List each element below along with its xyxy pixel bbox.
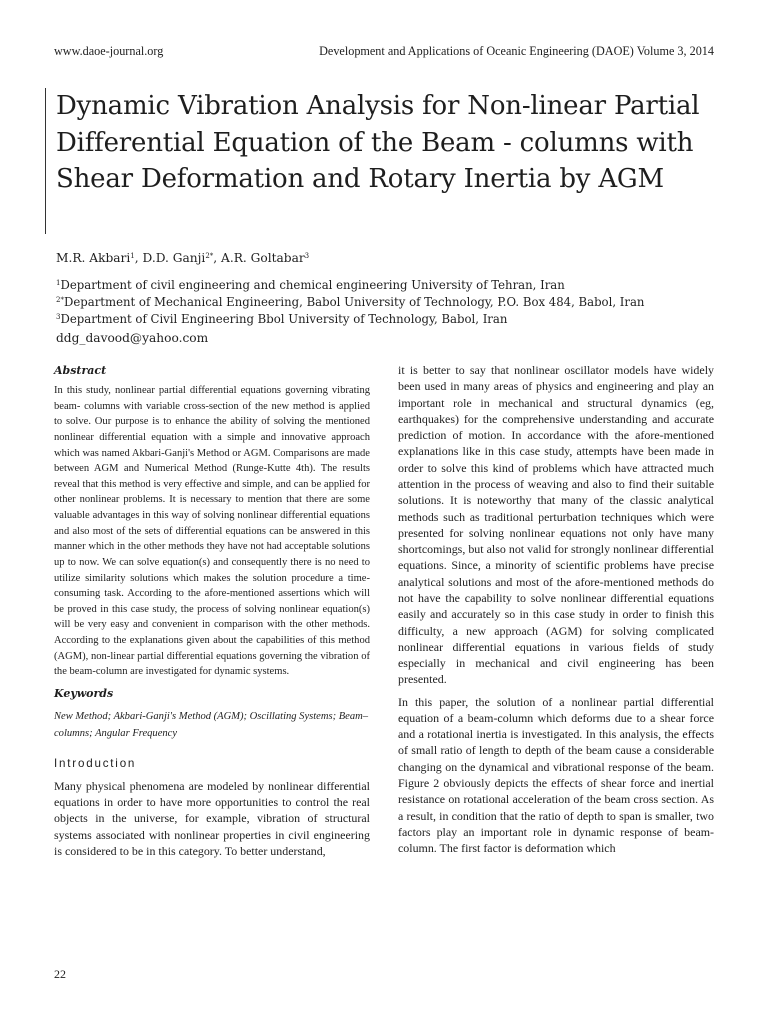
affiliation-1-text: Department of civil engineering and chemical engineering University of Tehran, Iran <box>60 278 565 292</box>
keywords-text: New Method; Akbari-Ganji's Method (AGM); Oscillating Systems; Beam–columns; Angular Frequency <box>54 710 369 740</box>
author-3-sup: 3 <box>304 252 310 260</box>
running-header <box>54 44 714 60</box>
left-column <box>54 364 370 859</box>
affiliation-1-sup: 1 <box>56 279 61 287</box>
affiliation-3 <box>56 312 507 326</box>
affiliation-3-sup: 3 <box>56 313 61 321</box>
author-2: D.D. Ganji <box>142 251 206 265</box>
affiliation-2-sup: 2* <box>56 296 64 304</box>
journal-website[interactable]: www.daoe-journal.org <box>54 44 164 58</box>
paper-title: Dynamic Vibration Analysis for Non-linear Partial Differential Equation of the Beam - columns with Shear Deformation and Rotary Inertia by AGM <box>56 91 700 194</box>
affiliation-2-text: Department of Mechanical Engineering, Babol University of Technology, P.O. Box 484, Babol, Iran <box>63 295 645 309</box>
author-1-sup: 1 <box>130 252 135 260</box>
abstract-heading: Abstract <box>54 364 107 377</box>
introduction-paragraph-2: In this paper, the solution of a nonlinear partial differential equation of a beam-column which deforms due to a shear force and a rotational inertia is investigated. In this analysis, the effects of small ratio of length to depth of the beam cause a considerable changing on the dynamical and vibrational response of the beam. Figure 2 obviously depicts the effects of shear force and inertial resistance on rotational acceleration of the beam cross section. As a result, in condition that the ratio of depth to span is smaller, two factors play an important role in dynamic response of beam-column. The first factor is deformation which <box>398 694 714 856</box>
right-column <box>398 362 714 856</box>
journal-name: Development and Applications of Oceanic Engineering (DAOE) Volume 3, 2014 <box>319 44 714 58</box>
affiliation-3-text: Department of Civil Engineering Bbol University of Technology, Babol, Iran <box>60 312 508 326</box>
contact-email[interactable]: ddg_davood@yahoo.com <box>56 331 209 345</box>
title-rule <box>45 88 46 234</box>
author-1: M.R. Akbari <box>56 251 131 265</box>
abstract-text: In this study, nonlinear partial differential equations governing vibrating beam- columns with variable cross-section of the new method is applied to solve. Our purpose is to enhance the ability of solving the mentioned nonlinear differential equation with a simple and innovative approach which was named Akbari-Ganji's Method or AGM. Comparisons are made between AGM and Numerical Method (Runge-Kutte 4th). The results reveal that this method is very effective and simple, and can be applied for other nonlinear problems. It is necessary to mention that there are some valuable advantages in this way of solving nonlinear differential equations and also most of the sets of differential equations can be answered in this manner which in the other methods they have not had acceptable solutions up to now. We can solve equation(s) and consequently there is no need to utilize similarity solutions which makes the solution procedure a time-consuming task. According to the afore-mentioned assertions which will be proved in this case study, the process of solving nonlinear equation(s) will be very easy and convenient in comparison with the other methods. According to the explanations given about the capabilities of this method (AGM), non-linear partial differential equations governing the vibration of the beam-column are investigated for dynamic systems. <box>54 385 370 678</box>
introduction-paragraph-1: it is better to say that nonlinear oscillator models have widely been used in many areas of physics and engineering and play an important role in mechanical and structural dynamics (eg, earthquakes) for the comprehensive understanding and accurate prediction of motion. In accordance with the afore-mentioned explanations like in this case study, attempts have been made in order to solve this kind of problems which have attracted much attention in the process of weaving and also to find their suitable solutions. It is noteworthy that many of the classic analytical methods such as traditional perturbation techniques which were presented for solving nonlinear equations not only have many shortcomings, but also not valid for strongly nonlinear differential equations. Since, a minority of scientific problems have precise analytical solutions and most of the afore-mentioned methods do not have the capability to solve nonlinear differential equations easily and accurately so in this case study in order to finish this difficulty, a new approach (AGM) for solving complicated nonlinear differential equations in various fields of study especially in mechanical and civil engineering has been presented. <box>398 363 714 687</box>
affiliation-1 <box>56 278 565 292</box>
keywords-heading: Keywords <box>54 686 114 700</box>
author-list: M.R. Akbari$^1$, D.D. Ganji$^{2*}$, A.R. Goltabar$^3$ <box>56 251 310 265</box>
author-3: A.R. Goltabar <box>221 251 305 265</box>
author-2-sup: 2* <box>205 252 214 260</box>
page-number: 22 <box>54 967 66 981</box>
introduction-heading: Introduction <box>54 756 137 770</box>
affiliation-2 <box>56 295 644 309</box>
introduction-text-left: Many physical phenomena are modeled by nonlinear differential equations in order to have more opportunities to control the real objects in the universe, for example, vibration of structural systems associated with nonlinear properties in civil engineering is considered to be in this category. To better understand, <box>54 778 370 858</box>
